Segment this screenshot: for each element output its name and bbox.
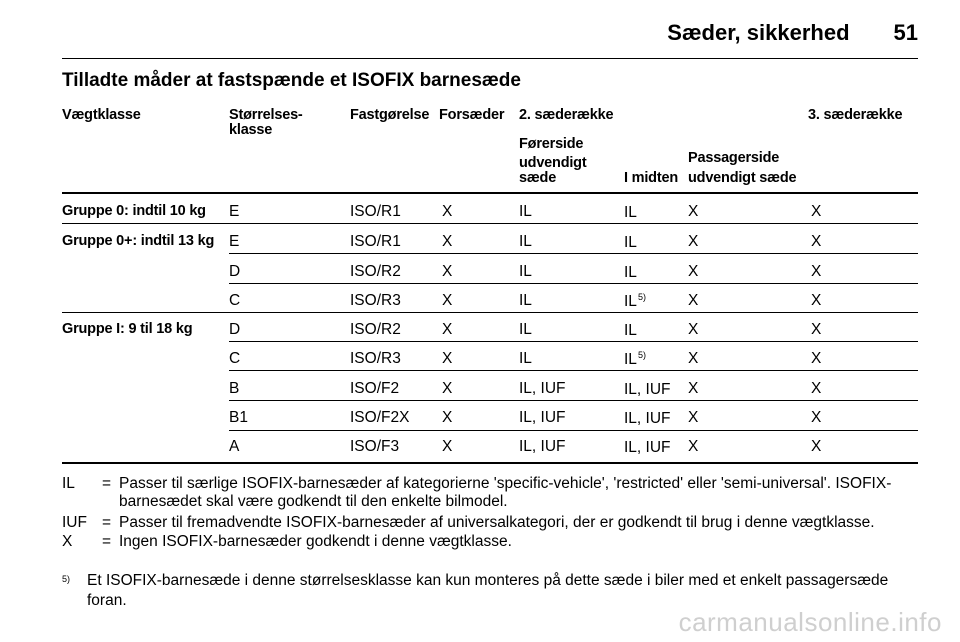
- cell-fixture: ISO/R1: [350, 233, 401, 250]
- cell-group: Gruppe I: 9 til 18 kg: [62, 321, 193, 337]
- legend-abbr: IUF: [62, 514, 87, 531]
- legend-text: Ingen ISOFIX-barnesæder godkendt i denne vægtklasse.: [119, 533, 512, 550]
- cell-group: Gruppe 0: indtil 10 kg: [62, 203, 206, 219]
- footnote-ref: 5): [637, 350, 646, 360]
- cell-front: X: [442, 438, 453, 455]
- header-weight-class: Vægtklasse: [62, 107, 141, 123]
- page-header: [62, 16, 918, 50]
- cell-front: X: [442, 380, 453, 397]
- cell-driver: IL: [519, 263, 532, 280]
- cell-size: E: [229, 233, 240, 250]
- cell-middle: [624, 321, 638, 340]
- row-divider: [229, 341, 918, 342]
- header-fixture: Fastgørelse: [350, 107, 430, 123]
- row-divider: [62, 223, 918, 224]
- cell-fixture: ISO/R3: [350, 292, 401, 309]
- cell-middle: [624, 409, 672, 428]
- header-front-seat: Forsæder: [439, 107, 505, 123]
- cell-front: X: [442, 292, 453, 309]
- cell-middle: [624, 263, 638, 282]
- cell-driver: IL, IUF: [519, 438, 566, 455]
- footnote-text: Et ISOFIX-barnesæde i denne størrelsesklasse kan kun monteres på dette sæde i biler med et enkelt passagersæde foran.: [87, 572, 889, 609]
- cell-middle-value: IL: [624, 264, 637, 281]
- header-passenger-side: Passagerside: [688, 150, 780, 166]
- cell-third: X: [811, 409, 822, 426]
- cell-driver: IL, IUF: [519, 380, 566, 397]
- legend-text: Passer til fremadvendte ISOFIX-barnesæder af universalkategori, der er godkendt til brug i denne vægtklasse.: [119, 514, 875, 531]
- cell-driver: IL, IUF: [519, 409, 566, 426]
- legend-equals: =: [102, 514, 112, 531]
- legend-item-iuf: [62, 514, 918, 532]
- legend-item-x: [62, 533, 918, 551]
- cell-driver: IL: [519, 203, 532, 220]
- cell-third: X: [811, 233, 822, 250]
- cell-middle-value: IL: [624, 234, 637, 251]
- cell-middle-value: IL: [624, 293, 637, 310]
- table-bottom-rule: [62, 462, 918, 464]
- cell-front: X: [442, 321, 453, 338]
- header-size-class-line1: Størrelses-: [229, 107, 303, 123]
- table-row: [62, 438, 918, 462]
- table-header-rule: [62, 192, 918, 194]
- cell-fixture: ISO/F2: [350, 380, 400, 397]
- footnote-mark: 5): [62, 574, 71, 584]
- cell-third: X: [811, 350, 822, 367]
- cell-third: X: [811, 292, 822, 309]
- cell-middle: [624, 380, 672, 399]
- cell-size: D: [229, 321, 241, 338]
- header-outer-seat-line2: sæde: [519, 170, 557, 186]
- header-outer-seat-line1: udvendigt: [519, 155, 587, 171]
- cell-fixture: ISO/F3: [350, 438, 400, 455]
- cell-middle-value: IL, IUF: [624, 439, 671, 456]
- cell-third: X: [811, 263, 822, 280]
- cell-passenger: X: [688, 409, 699, 426]
- header-size-class-line2: klasse: [229, 122, 273, 138]
- cell-passenger: X: [688, 233, 699, 250]
- cell-middle-value: IL: [624, 204, 637, 221]
- cell-front: X: [442, 350, 453, 367]
- row-divider: [229, 400, 918, 401]
- cell-middle-value: IL: [624, 322, 637, 339]
- row-divider: [229, 283, 918, 284]
- cell-third: X: [811, 380, 822, 397]
- legend-equals: =: [102, 533, 112, 550]
- page-number: 51: [893, 20, 918, 45]
- cell-fixture: ISO/R3: [350, 350, 401, 367]
- cell-third: X: [811, 438, 822, 455]
- chapter-title: Sæder, sikkerhed: [667, 20, 850, 45]
- cell-passenger: X: [688, 203, 699, 220]
- header-divider: [62, 58, 918, 59]
- header-outer-seat-passenger: udvendigt sæde: [688, 170, 797, 186]
- row-divider: [229, 253, 918, 254]
- legend-abbr: X: [62, 533, 73, 550]
- cell-fixture: ISO/R2: [350, 263, 401, 280]
- cell-driver: IL: [519, 233, 532, 250]
- cell-middle: [624, 292, 646, 311]
- cell-fixture: ISO/R1: [350, 203, 401, 220]
- legend-abbr: IL: [62, 475, 75, 492]
- header-middle: I midten: [624, 170, 678, 186]
- cell-size: A: [229, 438, 240, 455]
- header-third-row: 3. sæderække: [808, 107, 903, 123]
- footnote-ref: 5): [637, 292, 646, 302]
- cell-passenger: X: [688, 380, 699, 397]
- cell-passenger: X: [688, 321, 699, 338]
- cell-passenger: X: [688, 292, 699, 309]
- cell-middle: [624, 438, 672, 457]
- cell-size: D: [229, 263, 241, 280]
- header-second-row: 2. sæderække: [519, 107, 614, 123]
- cell-driver: IL: [519, 292, 532, 309]
- cell-middle: [624, 350, 646, 369]
- cell-size: B: [229, 380, 240, 397]
- row-divider: [62, 312, 918, 313]
- watermark: carmanualsonline.info: [678, 607, 942, 637]
- cell-fixture: ISO/F2X: [350, 409, 410, 426]
- cell-passenger: X: [688, 350, 699, 367]
- cell-middle-value: IL: [624, 351, 637, 368]
- cell-size: C: [229, 292, 241, 309]
- cell-front: X: [442, 203, 453, 220]
- cell-third: X: [811, 203, 822, 220]
- cell-third: X: [811, 321, 822, 338]
- cell-size: B1: [229, 409, 248, 426]
- header-driver-side: Førerside: [519, 136, 584, 152]
- cell-middle-value: IL, IUF: [624, 381, 671, 398]
- row-divider: [229, 370, 918, 371]
- cell-driver: IL: [519, 321, 532, 338]
- section-title: Tilladte måder at fastspænde et ISOFIX barnesæde: [62, 70, 521, 91]
- legend-equals: =: [102, 475, 112, 492]
- cell-driver: IL: [519, 350, 532, 367]
- cell-size: C: [229, 350, 241, 367]
- cell-front: X: [442, 409, 453, 426]
- cell-passenger: X: [688, 263, 699, 280]
- row-divider: [229, 430, 918, 431]
- legend-item-il: [62, 475, 918, 513]
- cell-size: E: [229, 203, 240, 220]
- cell-front: X: [442, 233, 453, 250]
- cell-middle-value: IL, IUF: [624, 410, 671, 427]
- cell-middle: [624, 203, 638, 222]
- cell-fixture: ISO/R2: [350, 321, 401, 338]
- cell-front: X: [442, 263, 453, 280]
- cell-passenger: X: [688, 438, 699, 455]
- cell-middle: [624, 233, 638, 252]
- cell-group: Gruppe 0+: indtil 13 kg: [62, 233, 215, 249]
- legend-text: Passer til særlige ISOFIX-barnesæder af kategorierne 'specific-vehicle', 'restricted' eller 'semi-universal'. ISOFIX-barnesædet skal være godkendt til den enkelte bilmodel.: [119, 475, 892, 510]
